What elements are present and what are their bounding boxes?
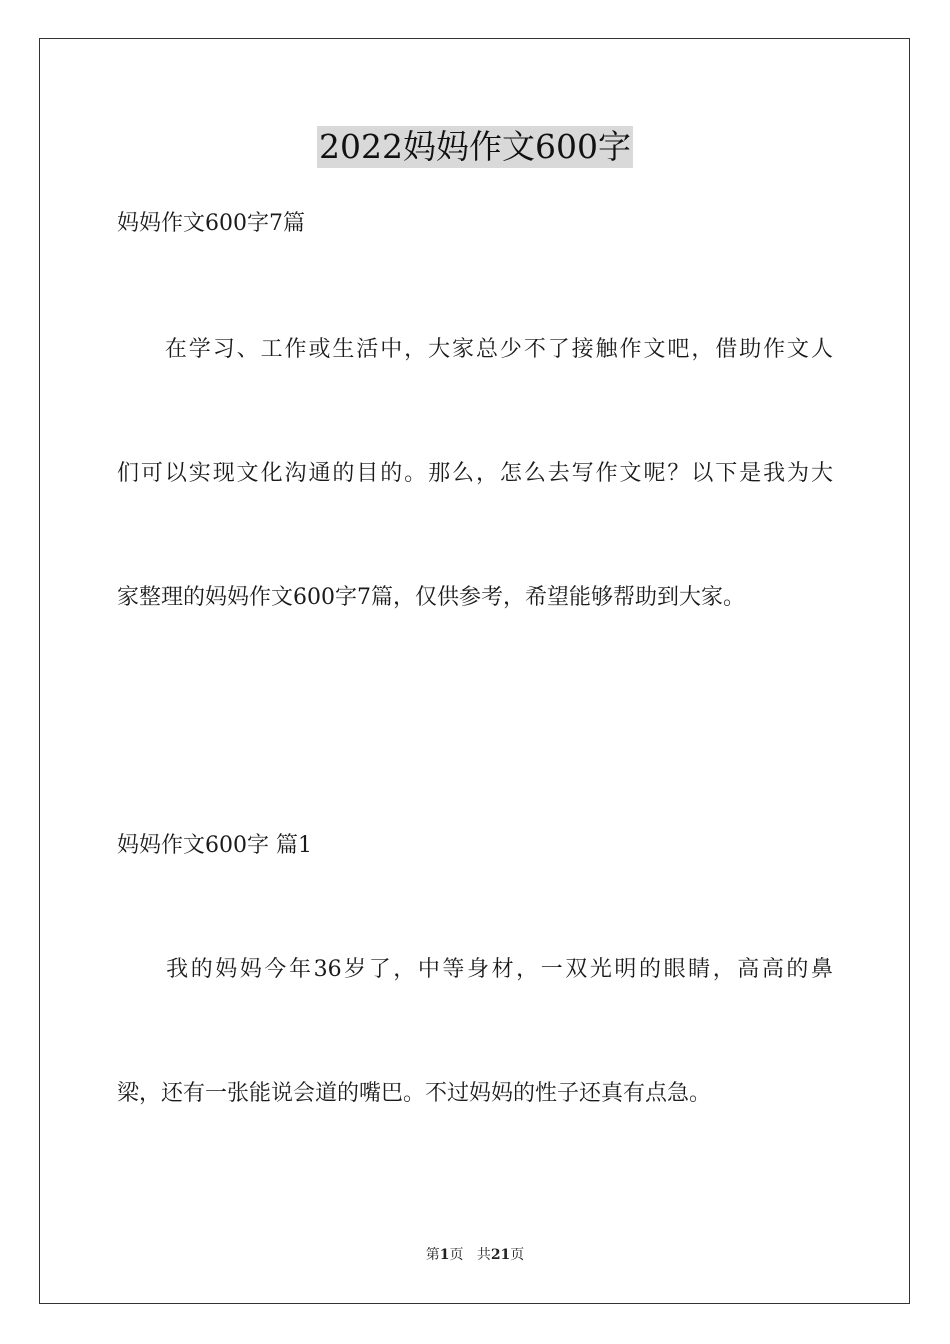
footer-page-suffix: 页 bbox=[449, 1247, 464, 1263]
footer-total-prefix: 共 bbox=[476, 1247, 491, 1263]
document-title: 2022妈妈作文600字 bbox=[319, 127, 631, 166]
footer-total-pages: 21 bbox=[490, 1247, 511, 1263]
section-heading: 妈妈作文600字 篇1 bbox=[117, 833, 312, 858]
footer-page-number: 1 bbox=[439, 1247, 450, 1263]
intro-line-3: 家整理的妈妈作文600字7篇，仅供参考，希望能够帮助到大家。 bbox=[117, 585, 745, 610]
body-line-2: 梁，还有一张能说会道的嘴巴。不过妈妈的性子还真有点急。 bbox=[117, 1081, 712, 1106]
footer-total-suffix: 页 bbox=[510, 1247, 525, 1263]
title-wrap bbox=[0, 126, 950, 168]
document-subtitle: 妈妈作文600字7篇 bbox=[117, 211, 305, 236]
intro-line-2: 们可以实现文化沟通的目的。那么，怎么去写作文呢？以下是我为大 bbox=[117, 461, 833, 486]
body-line-1: 我的妈妈今年36岁了，中等身材，一双光明的眼睛，高高的鼻 bbox=[117, 957, 833, 982]
footer-prefix: 第 bbox=[425, 1247, 440, 1263]
page-footer bbox=[0, 1245, 950, 1265]
intro-line-1: 在学习、工作或生活中，大家总少不了接触作文吧，借助作文人 bbox=[117, 337, 833, 362]
